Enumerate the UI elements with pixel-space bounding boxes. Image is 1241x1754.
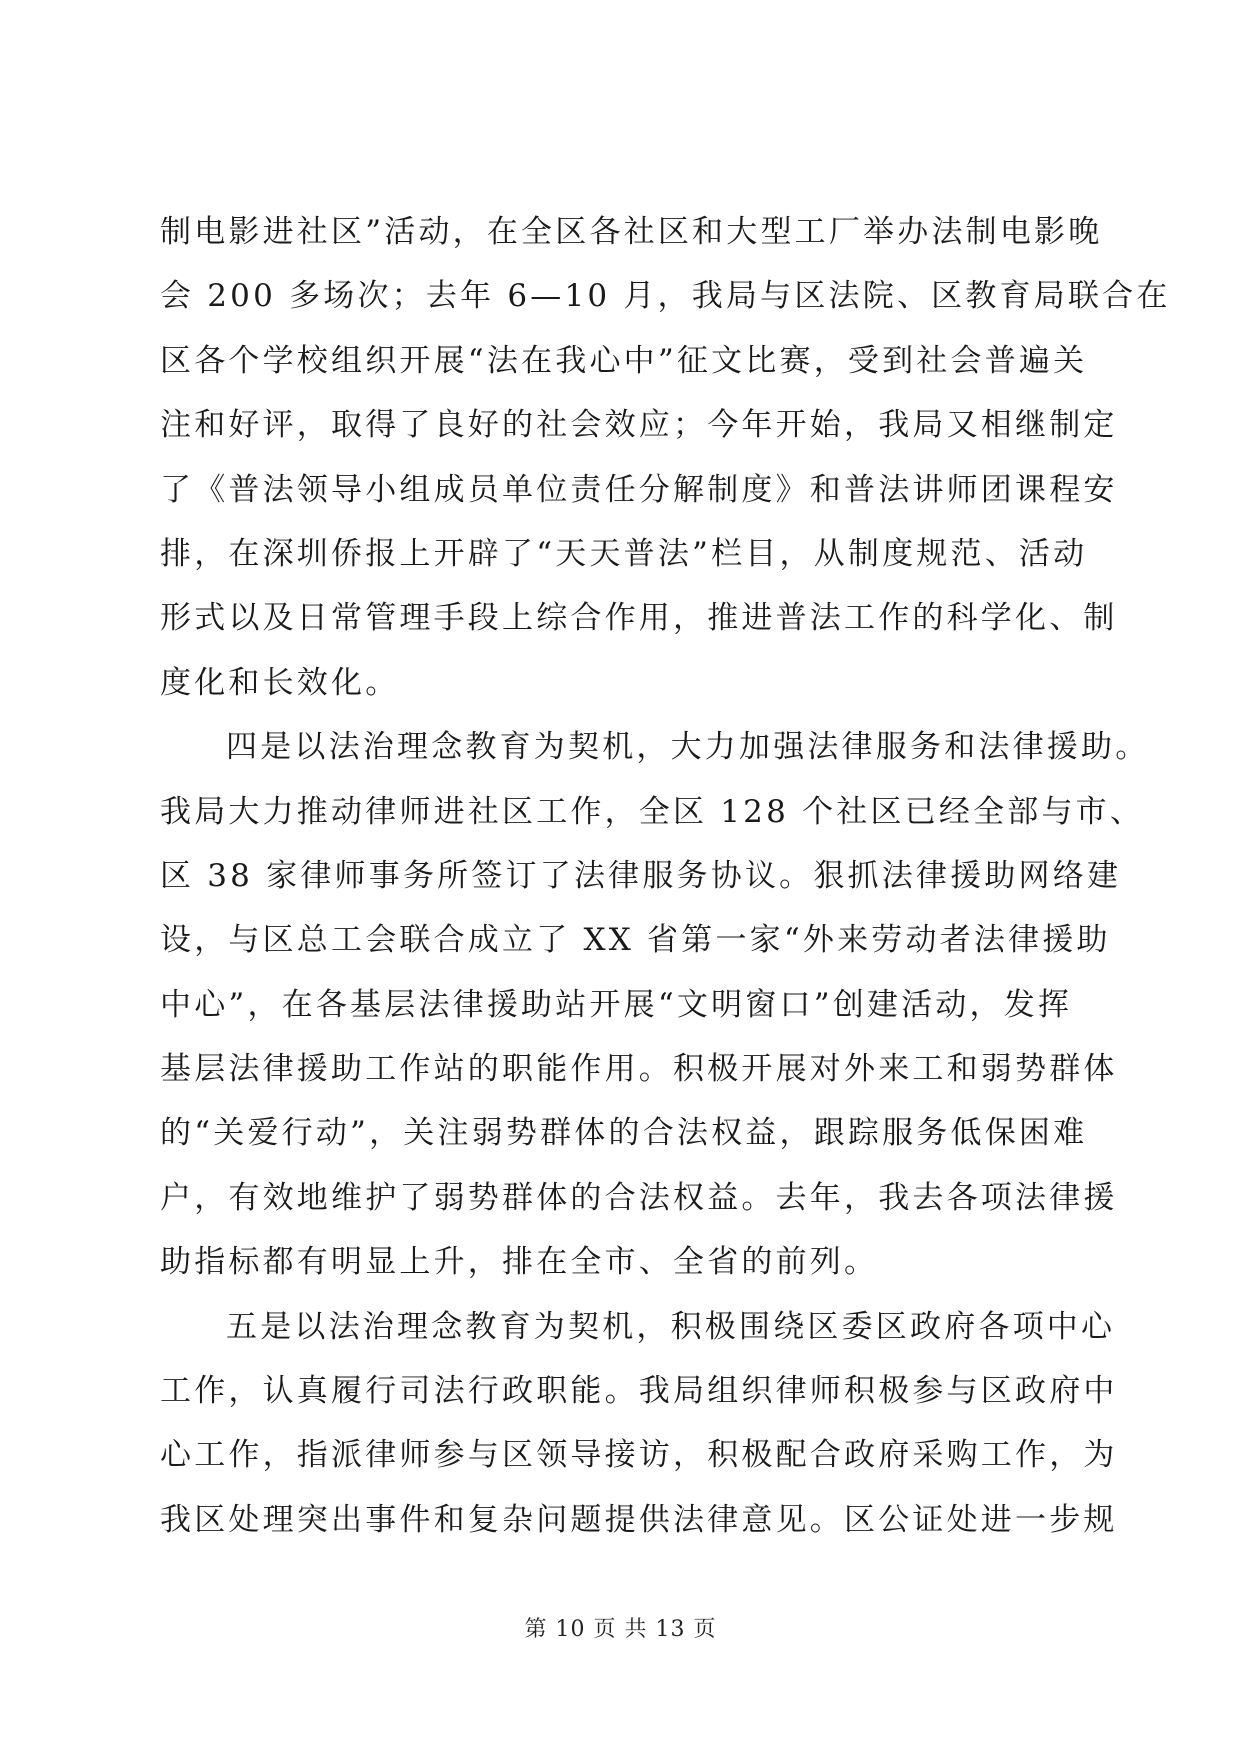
text-line: 制电影进社区”活动，在全区各社区和大型工厂举办法制电影晚 [160, 214, 1103, 250]
text-line: 中心”，在各基层法律援助站开展“文明窗口”创建活动，发挥 [160, 986, 1073, 1023]
text-line: 了《普法领导小组成员单位责任分解制度》和普法讲师团课程安 [160, 471, 1118, 508]
text-line: 形式以及日常管理手段上综合作用，推进普法工作的科学化、制 [160, 600, 1118, 637]
text-line: 的“关爱行动”，关注弱势群体的合法权益，跟踪服务低保困难 [160, 1115, 1088, 1152]
page-number-footer: 第 10 页 共 13 页 [524, 1617, 717, 1642]
text-line: 度化和长效化。 [160, 664, 400, 701]
text-line: 设，与区总工会联合成立了 XX 省第一家“外来劳动者法律援助 [160, 922, 1111, 959]
paragraph-start-line: 五是以法治理念教育为契机，积极围绕区委区政府各项中心 [226, 1308, 1116, 1345]
text-line: 我区处理突出事件和复杂问题提供法律意见。区公证处进一步规 [160, 1501, 1118, 1538]
text-line: 区各个学校组织开展“法在我心中”征文比赛，受到社会普遍关 [160, 342, 1088, 379]
body-text [160, 200, 1171, 1552]
text-line: 区 38 家律师事务所签订了法律服务协议。狠抓法律援助网络建 [160, 857, 1122, 894]
text-line: 排，在深圳侨报上开辟了“天天普法”栏目，从制度规范、活动 [160, 535, 1088, 572]
text-line: 基层法律援助工作站的职能作用。积极开展对外来工和弱势群体 [160, 1051, 1118, 1088]
text-line: 心工作，指派律师参与区领导接访，积极配合政府采购工作，为 [160, 1437, 1118, 1474]
text-line: 会 200 多场次；去年 6—10 月，我局与区法院、区教育局联合在 [160, 278, 1171, 315]
text-line: 我局大力推动律师进社区工作，全区 128 个社区已经全部与市、 [160, 793, 1145, 830]
text-line: 工作，认真履行司法行政职能。我局组织律师积极参与区政府中 [160, 1373, 1118, 1410]
paragraph-start-line: 四是以法治理念教育为契机，大力加强法律服务和法律援助。 [226, 729, 1150, 766]
text-line: 注和好评，取得了良好的社会效应；今年开始，我局又相继制定 [160, 407, 1118, 444]
text-line: 户，有效地维护了弱势群体的合法权益。去年，我去各项法律援 [160, 1179, 1118, 1216]
text-line: 助指标都有明显上升，排在全市、全省的前列。 [160, 1244, 879, 1281]
